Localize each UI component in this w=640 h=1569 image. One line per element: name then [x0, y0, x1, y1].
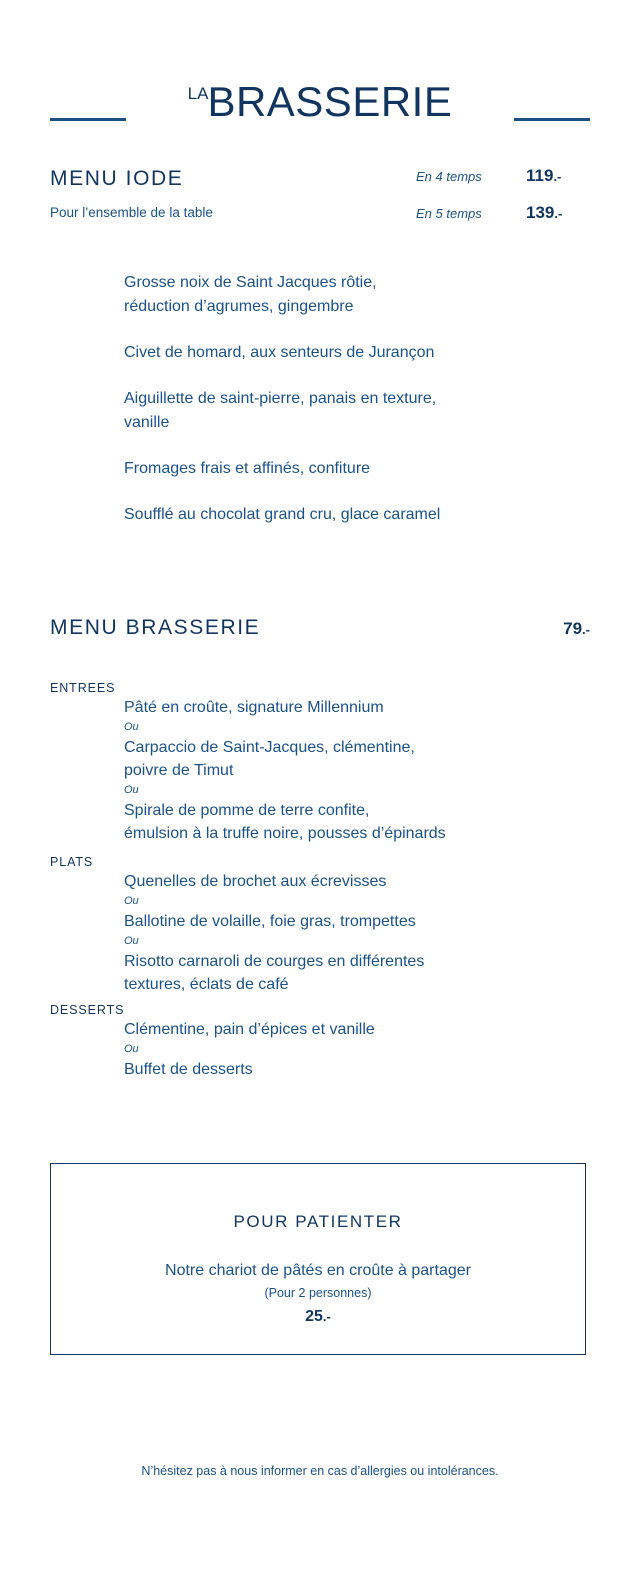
- menu-brasserie-sections: [50, 680, 590, 1083]
- section-plats: [50, 854, 590, 996]
- pour-patienter-description: Notre chariot de pâtés en croûte à partager: [165, 1262, 471, 1279]
- price-number: 139: [526, 203, 555, 222]
- dish-item: Ballotine de volaille, foie gras, trompettes: [124, 913, 416, 930]
- section-items-entrees: [124, 696, 590, 845]
- menu-iode-title: MENU IODE: [50, 167, 184, 190]
- price-value: [526, 166, 590, 186]
- dish-item: Clémentine, pain d’épices et vanille: [124, 1021, 375, 1038]
- logo-main-text: BRASSERIE: [207, 78, 453, 125]
- or-separator: Ou: [124, 895, 139, 907]
- course-item: Grosse noix de Saint Jacques rôtie, réduction d’agrumes, gingembre: [124, 274, 377, 315]
- section-items-desserts: [124, 1018, 590, 1081]
- dish-item: Carpaccio de Saint-Jacques, clémentine, poivre de Timut: [124, 739, 415, 779]
- price-suffix: .-: [322, 1309, 331, 1324]
- menu-iode-price-column: [400, 166, 590, 233]
- price-label: En 4 temps: [416, 169, 482, 184]
- or-separator: Ou: [124, 784, 139, 796]
- or-separator: Ou: [124, 1043, 139, 1055]
- section-label-plats: PLATS: [50, 855, 94, 869]
- dish-item: Quenelles de brochet aux écrevisses: [124, 873, 387, 890]
- pour-patienter-price: [51, 1308, 585, 1326]
- pour-patienter-box: [50, 1163, 586, 1355]
- or-separator: Ou: [124, 721, 139, 733]
- section-desserts: [50, 1002, 590, 1081]
- dish-item: Pâté en croûte, signature Millennium: [124, 699, 384, 716]
- price-number: 119: [526, 166, 554, 185]
- menu-brasserie-heading-block: [50, 615, 590, 641]
- header-rule-right: [514, 118, 590, 121]
- price-row: [400, 166, 590, 196]
- course-item: Aiguillette de saint-pierre, panais en texture, vanille: [124, 390, 437, 431]
- price-value: [526, 203, 590, 223]
- price-row: [400, 203, 590, 233]
- menu-brasserie-price: [563, 619, 590, 639]
- pour-patienter-note: (Pour 2 personnes): [264, 1286, 372, 1300]
- dish-item: Spirale de pomme de terre confite, émulsion à la truffe noire, pousses d’épinards: [124, 802, 446, 842]
- dish-item: Buffet de desserts: [124, 1061, 253, 1078]
- header-rule-left: [50, 118, 126, 121]
- price-number: 79: [563, 619, 583, 638]
- course-item: Soufflé au chocolat grand cru, glace caramel: [124, 506, 441, 523]
- price-suffix: .-: [554, 206, 563, 221]
- course-item: Fromages frais et affinés, confiture: [124, 460, 371, 477]
- section-items-plats: [124, 870, 590, 996]
- price-label: En 5 temps: [416, 206, 482, 221]
- menu-header: [0, 72, 640, 132]
- allergy-footer-note: N’hésitez pas à nous informer en cas d’allergies ou intolérances.: [141, 1464, 499, 1478]
- section-label-entrees: ENTREES: [50, 681, 116, 695]
- menu-iode-course-list: [124, 271, 574, 527]
- pour-patienter-title: POUR PATIENTER: [233, 1212, 403, 1231]
- menu-iode-subtitle: Pour l’ensemble de la table: [50, 205, 213, 220]
- course-item: Civet de homard, aux senteurs de Jurançon: [124, 344, 435, 361]
- brand-logo: [188, 78, 453, 126]
- logo-la-text: LA: [187, 84, 209, 103]
- section-label-desserts: DESSERTS: [50, 1003, 125, 1017]
- price-suffix: .-: [582, 622, 590, 637]
- price-suffix: .-: [553, 169, 562, 184]
- dish-item: Risotto carnaroli de courges en différentes textures, éclats de café: [124, 953, 425, 993]
- or-separator: Ou: [124, 935, 139, 947]
- price-number: 25: [305, 1308, 323, 1325]
- menu-brasserie-title: MENU BRASSERIE: [50, 616, 261, 639]
- section-entrees: [50, 680, 590, 845]
